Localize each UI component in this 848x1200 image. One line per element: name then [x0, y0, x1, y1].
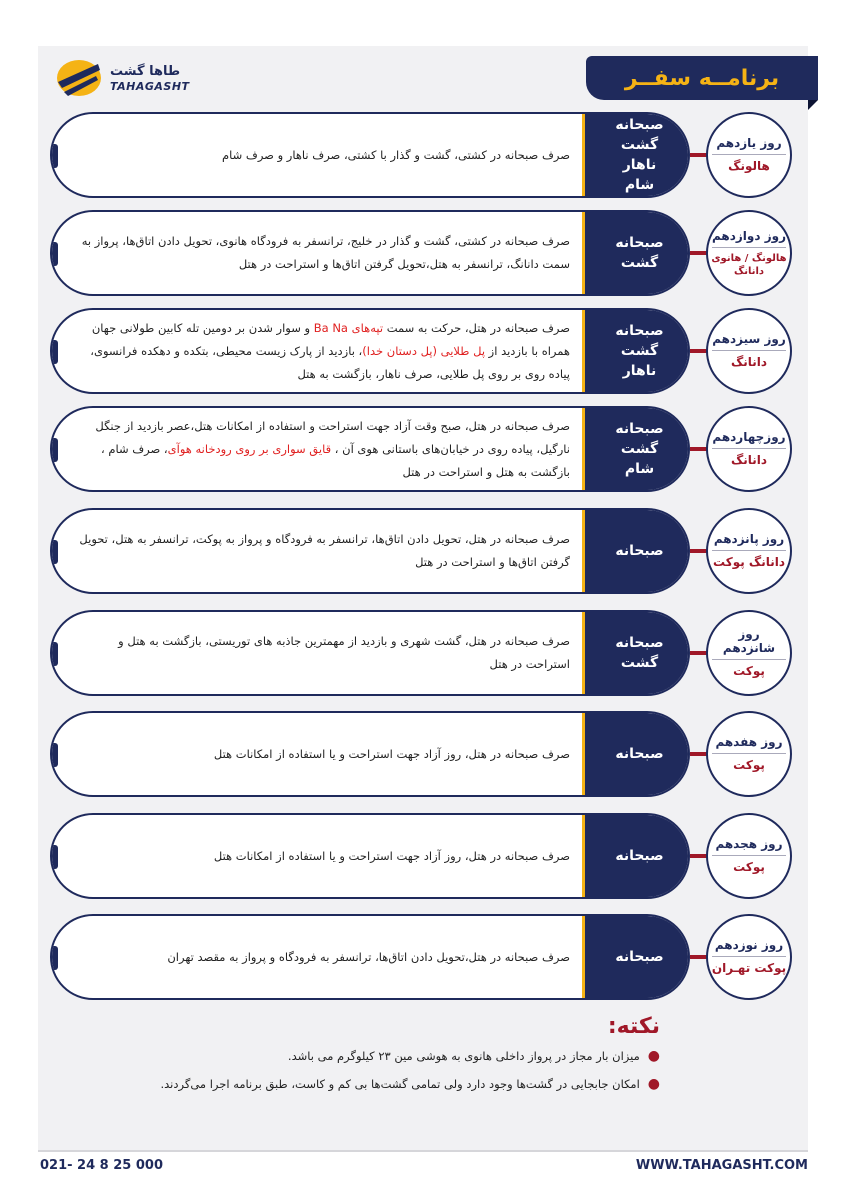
day-row	[50, 308, 800, 394]
day-row	[50, 610, 800, 696]
description-text: ، بازدید از پارک زیست محیطی، بتکده و دهکده فرانسوی، پیاده روی بر روی پل طلایی، صرف ناهار، بازگشت به هتل	[90, 343, 570, 381]
day-row	[50, 508, 800, 594]
day-city: پوکت	[733, 664, 765, 678]
day-name: روز پانزدهم	[712, 532, 786, 551]
day-city: هالونگ / هانوی دانانگ	[711, 252, 787, 277]
description-text: ، صرف شام ، بازگشت به هتل و استراحت در هتل	[100, 441, 570, 479]
highlight-text: پل طلایی (پل دستان خدا)	[362, 343, 486, 358]
note-item	[80, 1042, 660, 1070]
meal-item: گشت	[620, 255, 659, 271]
day-description	[66, 114, 578, 196]
meals-panel	[582, 212, 690, 294]
day-capsule	[50, 610, 690, 696]
day-row	[50, 914, 800, 1000]
day-row	[50, 813, 800, 899]
day-city: پوکت	[733, 860, 765, 874]
meal-item: صبحانه	[615, 746, 664, 762]
day-badge	[706, 406, 792, 492]
page-title: برنامــه سفــر	[586, 56, 818, 100]
note-item	[80, 1070, 660, 1098]
day-name: روز هجدهم	[712, 837, 786, 856]
meal-item: گشت	[620, 137, 659, 153]
day-city: هالونگ	[728, 159, 770, 173]
description-text: صرف صبحانه در هتل، گشت شهری و بازدید از مهمترین جاذبه های توریستی، بازگشت به هتل و استراحت در هتل	[118, 634, 570, 671]
brand-name-en: TAHAGASHT	[110, 80, 190, 93]
meal-item: شام	[624, 461, 655, 477]
day-row	[50, 406, 800, 492]
day-capsule	[50, 914, 690, 1000]
brand-name-fa: طاها گشت	[110, 64, 181, 79]
day-city: دانانگ	[730, 355, 768, 369]
day-description	[66, 612, 578, 694]
description-text: و سوار شدن بر دومین تله کابین طولانی جهان همراه با بازدید از	[91, 320, 570, 358]
description-text: صرف صبحانه در هتل، تحویل دادن اتاق‌ها، ترانسفر به فرودگاه و پرواز به پوکت، ترانسفر به هتل، تحویل گرفتن اتاق‌ها و استراحت در هتل	[79, 532, 570, 569]
meals-panel	[582, 815, 690, 897]
notes-list	[80, 1042, 660, 1098]
footer-phone: 021- 24 8 25 000	[40, 1158, 163, 1173]
highlight-text: تپه‌های Ba Na	[313, 320, 384, 335]
day-name: روز هفدهم	[712, 735, 786, 754]
note-text: میزان بار مجاز در پرواز داخلی هانوی به هوشی مین ۲۳ کیلوگرم می باشد.	[287, 1049, 640, 1063]
day-row	[50, 210, 800, 296]
capsule-handle-icon	[50, 642, 58, 666]
description-text: صرف صبحانه در هتل، روز آزاد جهت استراحت و یا استفاده از امکانات هتل	[213, 746, 570, 761]
meals-panel	[582, 612, 690, 694]
meal-item: صبحانه	[615, 235, 664, 251]
day-badge	[706, 711, 792, 797]
capsule-handle-icon	[50, 438, 58, 462]
day-badge	[706, 112, 792, 198]
day-city: پوکت تهـران	[711, 961, 787, 975]
bullet-icon: ●	[647, 1076, 660, 1092]
day-description	[66, 310, 578, 392]
day-description	[66, 408, 578, 490]
capsule-handle-icon	[50, 144, 58, 168]
day-description	[66, 510, 578, 592]
day-city: دانانگ پوکت	[713, 555, 785, 569]
day-capsule	[50, 406, 690, 492]
meal-item: صبحانه	[615, 635, 664, 651]
day-capsule	[50, 508, 690, 594]
meal-item: ناهار	[622, 157, 657, 173]
day-name: روز دوازدهم	[712, 229, 786, 248]
meal-item: گشت	[620, 343, 659, 359]
day-capsule	[50, 711, 690, 797]
description-text: صرف صبحانه در هتل، روز آزاد جهت استراحت و یا استفاده از امکانات هتل	[213, 848, 570, 863]
footer-website: WWW.TAHAGASHT.COM	[635, 1158, 808, 1173]
bullet-icon: ●	[647, 1048, 660, 1064]
capsule-handle-icon	[50, 743, 58, 767]
meals-panel	[582, 510, 690, 592]
capsule-handle-icon	[50, 946, 58, 970]
day-city: پوکت	[733, 758, 765, 772]
day-capsule	[50, 210, 690, 296]
capsule-handle-icon	[50, 340, 58, 364]
meals-panel	[582, 310, 690, 392]
meal-item: صبحانه	[615, 949, 664, 965]
meal-item: صبحانه	[615, 117, 664, 133]
logo-mark-icon	[54, 56, 104, 98]
day-city: دانانگ	[730, 453, 768, 467]
day-badge	[706, 210, 792, 296]
day-description	[66, 916, 578, 998]
day-name: روز سیزدهم	[712, 332, 786, 351]
day-badge	[706, 308, 792, 394]
day-badge	[706, 914, 792, 1000]
day-description	[66, 212, 578, 294]
meals-panel	[582, 713, 690, 795]
day-badge	[706, 508, 792, 594]
meals-panel	[582, 114, 690, 196]
day-capsule	[50, 813, 690, 899]
day-row	[50, 112, 800, 198]
day-capsule	[50, 308, 690, 394]
day-description	[66, 815, 578, 897]
day-row	[50, 711, 800, 797]
meal-item: صبحانه	[615, 323, 664, 339]
capsule-handle-icon	[50, 845, 58, 869]
meals-panel	[582, 916, 690, 998]
day-name: روز شانزدهم	[712, 627, 786, 660]
meal-item: صبحانه	[615, 543, 664, 559]
description-text: صرف صبحانه در کشتی، گشت و گذار با کشتی، صرف ناهار و صرف شام	[221, 147, 570, 162]
meals-panel	[582, 408, 690, 490]
day-name: روز نوزدهم	[712, 938, 786, 957]
meal-item: ناهار	[622, 363, 657, 379]
capsule-handle-icon	[50, 540, 58, 564]
day-name: روز یازدهم	[712, 136, 786, 155]
day-description	[66, 713, 578, 795]
meal-item: گشت	[620, 655, 659, 671]
meal-item: صبحانه	[615, 848, 664, 864]
capsule-handle-icon	[50, 242, 58, 266]
highlight-text: قایق سواری بر روی رودخانه هوآی	[167, 441, 332, 456]
description-text: صرف صبحانه در هتل، حرکت به سمت	[383, 320, 570, 335]
day-badge	[706, 610, 792, 696]
brand-logo	[54, 56, 194, 102]
day-name: روزچهاردهم	[712, 430, 786, 449]
meal-item: صبحانه	[615, 421, 664, 437]
description-text: صرف صبحانه در هتل،تحویل دادن اتاق‌ها، ترانسفر به فرودگاه و پرواز به مقصد تهران	[167, 949, 570, 964]
meal-item: گشت	[620, 441, 659, 457]
notes-title: نکته:	[607, 1014, 660, 1039]
description-text: صرف صبحانه در کشتی، گشت و گذار در خلیج، ترانسفر به فرودگاه هانوی، تحویل دادن اتاق‌ها، پرواز به سمت دانانگ، ترانسفر به هتل،تحویل گرفتن اتاق‌ها و استراحت در هتل	[81, 234, 570, 271]
meal-item: شام	[624, 177, 655, 193]
description-text: صرف صبحانه در هتل، صبح وقت آزاد جهت استراحت و استفاده از امکانات هتل،عصر بازدید از جنگل نارگیل، پیاده روی در خیابان‌های باستانی هوی آن ،	[95, 418, 570, 456]
day-capsule	[50, 112, 690, 198]
note-text: امکان جابجایی در گشت‌ها وجود دارد ولی تمامی گشت‌ها بی کم و کاست، طبق برنامه اجرا می‌گردند.	[160, 1077, 640, 1091]
day-badge	[706, 813, 792, 899]
